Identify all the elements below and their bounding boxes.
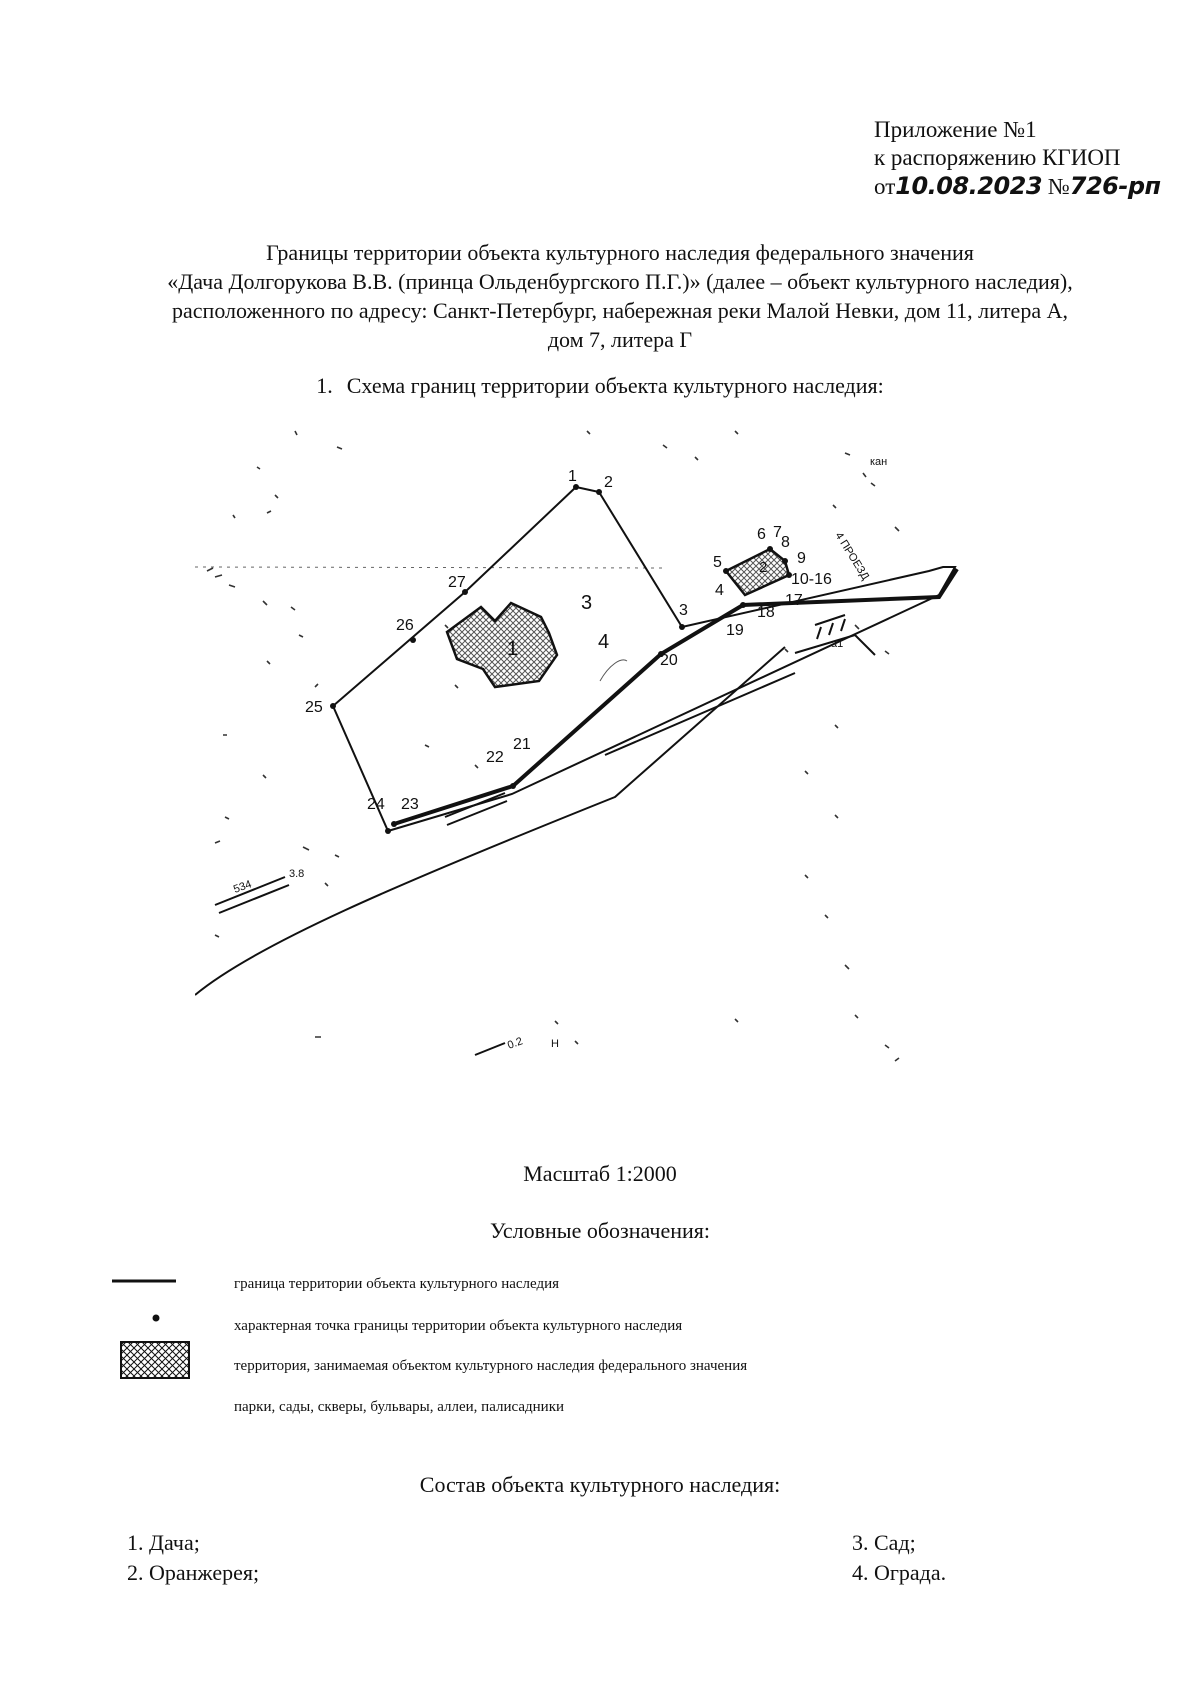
point-label: 20 (660, 652, 678, 669)
map-text: Н (551, 1038, 559, 1050)
legend-text-territory: территория, занимаемая объектом культурного наследия федерального значения (234, 1358, 748, 1374)
annex-block (874, 116, 1161, 201)
date-prefix: от (874, 174, 896, 199)
point-label: 21 (513, 736, 531, 753)
map-text: 3.8 (289, 868, 305, 880)
point-label: 27 (448, 574, 466, 591)
point-label: 4 (715, 582, 724, 599)
point-label: 3 (679, 602, 688, 619)
point-label: 19 (726, 622, 744, 639)
point-labels (305, 468, 832, 813)
composition-item: 3. Сад; (852, 1530, 916, 1555)
fence-line (394, 569, 957, 824)
legend-text-parks: парки, сады, скверы, бульвары, аллеи, палисадники (234, 1399, 565, 1415)
point-label: 2 (604, 474, 613, 491)
legend-text-boundary: граница территории объекта культурного наследия (234, 1276, 560, 1292)
point-label: 22 (486, 749, 504, 766)
object-label-fence: 4 (598, 631, 610, 653)
boundary-points (330, 484, 792, 834)
object-label-orangery: 2 (759, 559, 768, 576)
point-label: 8 (781, 534, 790, 551)
point-label: 17 (785, 592, 803, 609)
point-label: 5 (713, 554, 722, 571)
title-line2: «Дача Долгорукова В.В. (принца Ольденбургского П.Г.)» (далее – объект культурного наследия), (167, 269, 1073, 294)
handwritten-number: 726-рп (1069, 172, 1161, 200)
crosshatch-icon (120, 1341, 190, 1379)
section-number: 1. (316, 373, 333, 398)
orangery-building (726, 549, 789, 595)
section-heading (0, 373, 1200, 399)
dacha-building (447, 603, 557, 687)
legend-title: Условные обозначения: (489, 1218, 711, 1243)
point-label: 18 (757, 604, 775, 621)
title-line3: расположенного по адресу: Санкт-Петербург, набережная реки Малой Невки, дом 11, литера А, (172, 298, 1068, 323)
point-label: 25 (305, 699, 323, 716)
point-label: 24 (367, 796, 385, 813)
point-label: 1 (568, 468, 577, 485)
annex-line1: Приложение №1 (874, 117, 1037, 142)
point-label: 6 (757, 526, 766, 543)
composition-heading: Состав объекта культурного наследия: (419, 1472, 781, 1497)
map-text: кан (870, 456, 888, 468)
dot-icon (152, 1314, 160, 1322)
annex-line2: к распоряжению КГИОП (874, 145, 1121, 170)
object-label-garden: 3 (581, 592, 593, 614)
point-label: 23 (401, 796, 419, 813)
number-prefix: № (1047, 174, 1070, 199)
point-label: 10-16 (791, 571, 832, 588)
map-text: а1 (831, 638, 844, 650)
handwritten-date: 10.08.2023 (895, 172, 1043, 200)
map-text-street: 4 ПРОЕЗД (832, 530, 872, 583)
composition-item: 1. Дача; (127, 1530, 200, 1555)
title-line4: дом 7, литера Г (547, 327, 693, 352)
point-label: 9 (797, 550, 806, 567)
point-label: 26 (396, 617, 414, 634)
map-text: 534 (231, 878, 254, 896)
point-label: 7 (773, 524, 782, 541)
object-label-dacha: 1 (507, 638, 519, 660)
annex-date-line (874, 172, 1161, 201)
composition-item: 2. Оранжерея; (127, 1560, 260, 1585)
section-heading-text: Схема границ территории объекта культурного наследия: (346, 373, 884, 398)
map-scale: Масштаб 1:2000 (523, 1161, 677, 1186)
legend-text-point: характерная точка границы территории объекта культурного наследия (234, 1318, 683, 1334)
map-text: 0.2 (505, 1035, 525, 1052)
title-line1: Границы территории объекта культурного наследия федерального значения (266, 240, 974, 265)
territory-boundary (333, 487, 955, 831)
line-icon (112, 1278, 176, 1284)
survey-specks (207, 425, 899, 1061)
territory-boundary-map (195, 425, 1015, 1165)
document-title (60, 238, 1180, 354)
composition-item: 4. Ограда. (852, 1560, 947, 1585)
